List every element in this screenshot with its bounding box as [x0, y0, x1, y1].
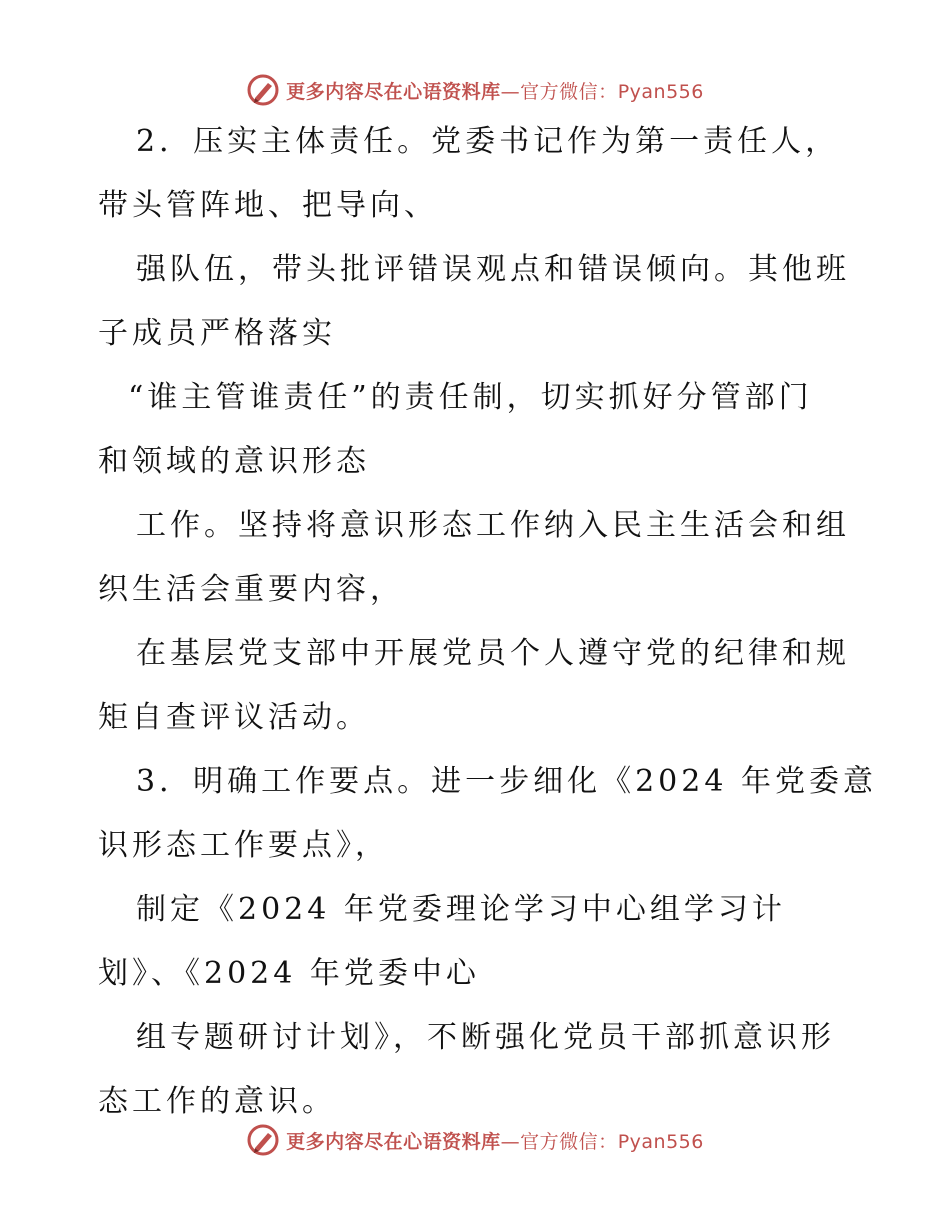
text-line: 划》、《2024 年党委中心 — [98, 956, 480, 991]
banner-text — [286, 77, 704, 104]
banner-wechat-label: 官方微信： — [520, 80, 618, 103]
text-line: 识形态工作要点》， — [98, 828, 389, 863]
text-line: 子成员严格落实 — [98, 316, 336, 351]
text-line: 带头管阵地、把导向、 — [98, 188, 438, 223]
text-line: 在基层党支部中开展党员个人遵守党的纪律和规 — [136, 636, 850, 671]
header-banner — [0, 70, 950, 110]
text-line: 织生活会重要内容， — [98, 572, 404, 607]
document-body — [98, 122, 877, 1146]
banner-wechat-id: Pyan556 — [617, 80, 704, 103]
pen-logo-icon — [246, 1123, 280, 1157]
banner-text — [286, 1127, 704, 1154]
banner-wechat-label: 官方微信： — [520, 1130, 618, 1153]
text-line: 矩自查评议活动。 — [98, 700, 370, 735]
text-line: 强队伍，带头批评错误观点和错误倾向。其他班 — [136, 252, 850, 287]
text-line: 制定《2024 年党委理论学习中心组学习计 — [136, 892, 786, 927]
banner-separator: — — [500, 80, 521, 103]
text-line: 3．明确工作要点。进一步细化《2024 年党委意 — [136, 764, 877, 799]
text-line: 工作。坚持将意识形态工作纳入民主生活会和组 — [136, 508, 850, 543]
text-line: 和领域的意识形态 — [98, 444, 370, 479]
banner-separator: — — [500, 1130, 521, 1153]
text-line: “谁主管谁责任”的责任制，切实抓好分管部门 — [128, 380, 813, 415]
pen-logo-icon — [246, 73, 280, 107]
footer-banner — [0, 1120, 950, 1160]
banner-brand: 更多内容尽在心语资料库 — [286, 80, 501, 103]
banner-brand: 更多内容尽在心语资料库 — [286, 1130, 501, 1153]
text-line: 2．压实主体责任。党委书记作为第一责任人， — [136, 124, 840, 159]
text-line: 态工作的意识。 — [98, 1084, 336, 1119]
banner-wechat-id: Pyan556 — [617, 1130, 704, 1153]
text-line: 组专题研讨计划》，不断强化党员干部抓意识形 — [136, 1020, 835, 1055]
